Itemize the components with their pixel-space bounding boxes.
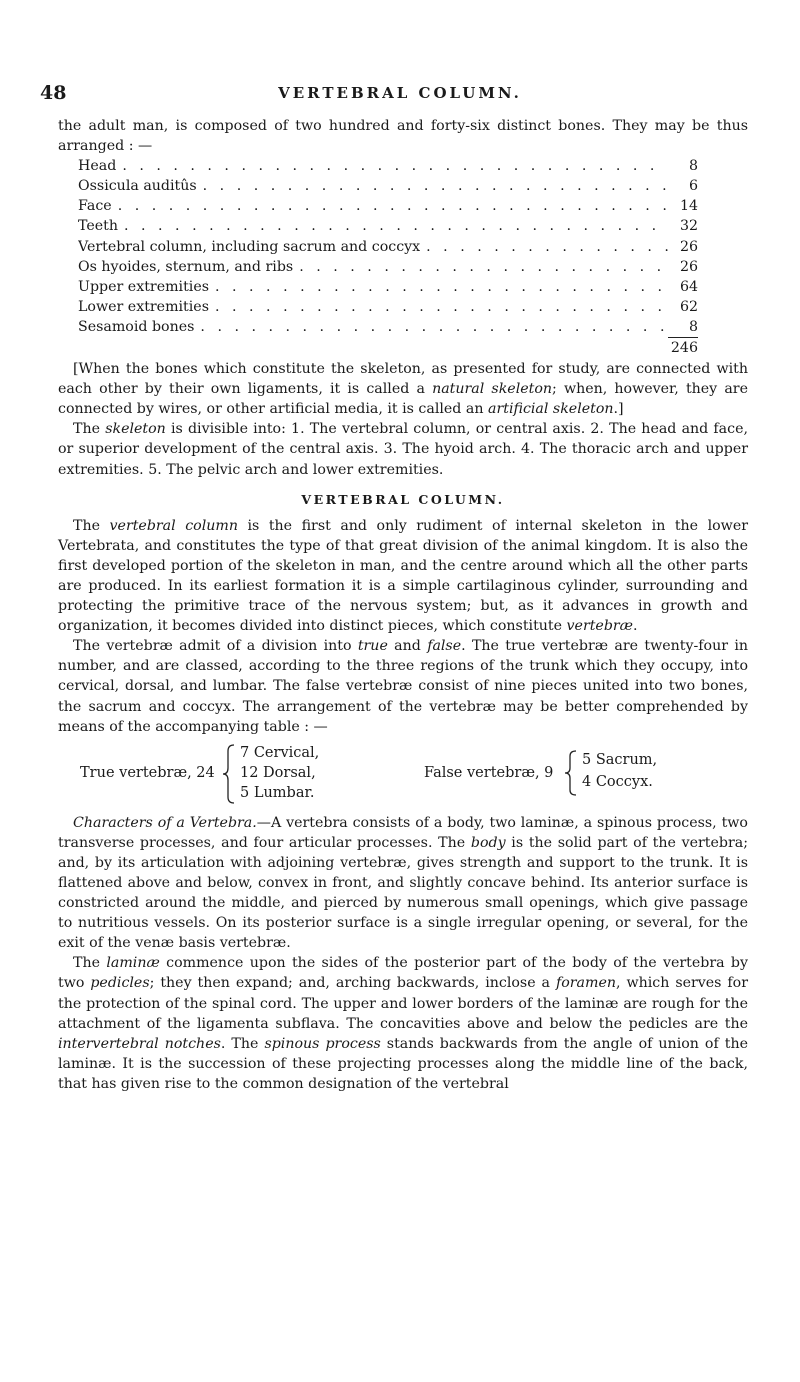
true-item: 12 Dorsal, bbox=[240, 764, 316, 781]
text-run: The bbox=[73, 955, 107, 972]
text-run: stands backwards from the angle of union of the laminæ. It is the succession of these projecting processes along the middle line of the back, that has given rise to the common designation of the vertebral bbox=[58, 1035, 748, 1092]
page-number: 48 bbox=[40, 82, 67, 104]
bone-count: 26 bbox=[679, 258, 698, 275]
term-natural-skeleton: natural skeleton bbox=[432, 381, 553, 398]
true-item: 7 Cervical, bbox=[240, 744, 320, 761]
bone-name: Head bbox=[78, 158, 117, 175]
bone-row bbox=[78, 277, 698, 297]
bone-count: 26 bbox=[679, 238, 698, 255]
page-header bbox=[40, 82, 760, 104]
text-run: .] bbox=[613, 401, 624, 418]
term-skeleton: skeleton bbox=[105, 421, 166, 438]
term-spinous-process: spinous process bbox=[264, 1035, 381, 1052]
bone-count: 8 bbox=[688, 318, 698, 335]
bones-table bbox=[78, 156, 698, 359]
bone-count: 32 bbox=[679, 218, 698, 235]
term-artificial-skeleton: artificial skeleton bbox=[488, 401, 614, 418]
term-intervertebral-notches: intervertebral notches bbox=[58, 1035, 221, 1052]
text-run: and bbox=[387, 638, 428, 655]
division-paragraph bbox=[58, 419, 748, 479]
dot-leader bbox=[215, 277, 668, 297]
dot-leader bbox=[118, 196, 668, 216]
bone-row bbox=[78, 257, 698, 277]
term-pedicles: pedicles bbox=[90, 975, 150, 992]
text-run: . The bbox=[220, 1035, 265, 1052]
term-vertebrae: vertebræ bbox=[566, 618, 634, 635]
bone-count: 64 bbox=[679, 278, 698, 295]
bone-row bbox=[78, 176, 698, 196]
text-run: is the first and only rudiment of internal skeleton in the lower Vertebrata, and constitutes the type of that great division of the animal kingdom. It is also the first developed portion of the skeleton in man, and the centre around which all the other parts are produced. In its earliest formation it is a simple cartilaginous cylinder, surrounding and protecting the primitive trace of the nervous system; but, as it advances in growth and organization, it becomes divided into distinct pieces, which constitute bbox=[58, 517, 749, 635]
term-laminae: laminæ bbox=[106, 955, 160, 972]
bone-name: Upper extremities bbox=[78, 278, 209, 295]
bones-total-row bbox=[78, 337, 698, 359]
bone-count: 62 bbox=[679, 298, 698, 315]
bone-row bbox=[78, 317, 698, 337]
vertebrae-table bbox=[58, 741, 748, 807]
bones-total: 246 bbox=[668, 337, 698, 358]
text-run: —A vertebra consists of a body, two laminæ, a spinous process, two transverse processes, and four articular processes. The bbox=[58, 814, 748, 851]
page-body bbox=[58, 116, 748, 1094]
text-run: The vertebræ admit of a division into bbox=[73, 638, 358, 655]
bone-count: 6 bbox=[688, 178, 698, 195]
bone-name: Os hyoides, sternum, and ribs bbox=[78, 258, 294, 275]
text-run: , which serves for the protection of the spinal cord. The upper and lower borders of the laminæ are rough for the attachment of the ligamenta subflava. The concavities above and below the pedicles are the bbox=[58, 975, 748, 1032]
running-title: VERTEBRAL COLUMN. bbox=[278, 84, 522, 102]
text-run: The bbox=[73, 421, 106, 438]
dot-leader bbox=[200, 317, 668, 337]
dot-leader bbox=[426, 237, 668, 257]
characters-heading: Characters of a Vertebra. bbox=[73, 814, 257, 831]
bone-count: 14 bbox=[679, 198, 698, 215]
false-item: 4 Coccyx. bbox=[582, 773, 653, 790]
bone-name: Face bbox=[78, 198, 112, 215]
text-run: The bbox=[73, 517, 110, 534]
bone-row bbox=[78, 196, 698, 216]
term-foramen: foramen bbox=[555, 975, 616, 992]
bone-row bbox=[78, 156, 698, 176]
dot-leader bbox=[122, 156, 668, 176]
dot-leader bbox=[215, 297, 668, 317]
term-false: false bbox=[427, 638, 462, 655]
text-run: ; when, however, they are connected by wires, or other artificial media, it is called an bbox=[58, 381, 748, 418]
text-run: ; they then expand; and, arching backwards, inclose a bbox=[149, 975, 556, 992]
bone-name: Lower extremities bbox=[78, 298, 209, 315]
skeleton-note bbox=[58, 359, 748, 419]
dot-leader bbox=[299, 257, 668, 277]
vertebral-column-paragraph bbox=[58, 516, 748, 637]
bone-name: Vertebral column, including sacrum and coccyx bbox=[78, 238, 421, 255]
term-true: true bbox=[357, 638, 388, 655]
false-item: 5 Sacrum, bbox=[582, 751, 658, 768]
section-heading: VERTEBRAL COLUMN. bbox=[301, 491, 505, 507]
dot-leader bbox=[203, 176, 668, 196]
term-body: body bbox=[470, 834, 506, 851]
false-vertebrae-brace bbox=[564, 749, 578, 797]
false-vertebrae-label: False vertebræ, 9 bbox=[424, 764, 554, 781]
dot-leader bbox=[124, 216, 668, 236]
text-run: [When the bones which constitute the skeleton, as presented for study, are connected with each other by their own ligaments, it is called a bbox=[58, 361, 748, 398]
intro-paragraph: the adult man, is composed of two hundred and forty-six distinct bones. They may be thus arranged : — bbox=[58, 118, 748, 155]
bone-name: Teeth bbox=[78, 218, 118, 235]
true-item: 5 Lumbar. bbox=[240, 784, 315, 801]
bone-row bbox=[78, 237, 698, 257]
bone-count: 8 bbox=[688, 158, 698, 175]
laminae-paragraph bbox=[58, 953, 748, 1094]
true-vertebrae-label: True vertebræ, 24 bbox=[80, 764, 215, 781]
true-false-paragraph bbox=[58, 636, 748, 736]
bone-row bbox=[78, 216, 698, 236]
characters-paragraph bbox=[58, 813, 748, 954]
text-run: is the solid part of the vertebra; and, by its articulation with adjoining vertebræ, gives strength and support to the trunk. It is flattened above and below, convex in front, and slightly concave behind. Its anterior surface is constricted around the middle, and pierced by numerous small openings, which give passage to nutritious vessels. On its posterior surface is a single irregular opening, or several, for the exit of the venæ basis vertebræ. bbox=[58, 834, 748, 952]
term-vertebral-column: vertebral column bbox=[109, 517, 238, 534]
bone-name: Sesamoid bones bbox=[78, 318, 195, 335]
true-vertebrae-brace bbox=[222, 743, 236, 805]
text-run: is divisible into: 1. The vertebral column, or central axis. 2. The head and face, or superior development of the central axis. 3. The hyoid arch. 4. The thoracic arch and upper extremities. 5. The pelvic arch and lower extremities. bbox=[58, 421, 748, 478]
text-run: commence upon the sides of the posterior part of the body of the vertebra by two bbox=[58, 955, 748, 992]
bone-name: Ossicula auditûs bbox=[78, 178, 197, 195]
bone-row bbox=[78, 297, 698, 317]
text-run: . The true vertebræ are twenty-four in number, and are classed, according to the three regions of the trunk which they occupy, into cervical, dorsal, and lumbar. The false vertebræ consist of nine pieces united into two bones, the sacrum and coccyx. The arrangement of the vertebræ may be better comprehended by means of the accompanying table : — bbox=[58, 638, 748, 735]
text-run: . bbox=[633, 618, 638, 635]
